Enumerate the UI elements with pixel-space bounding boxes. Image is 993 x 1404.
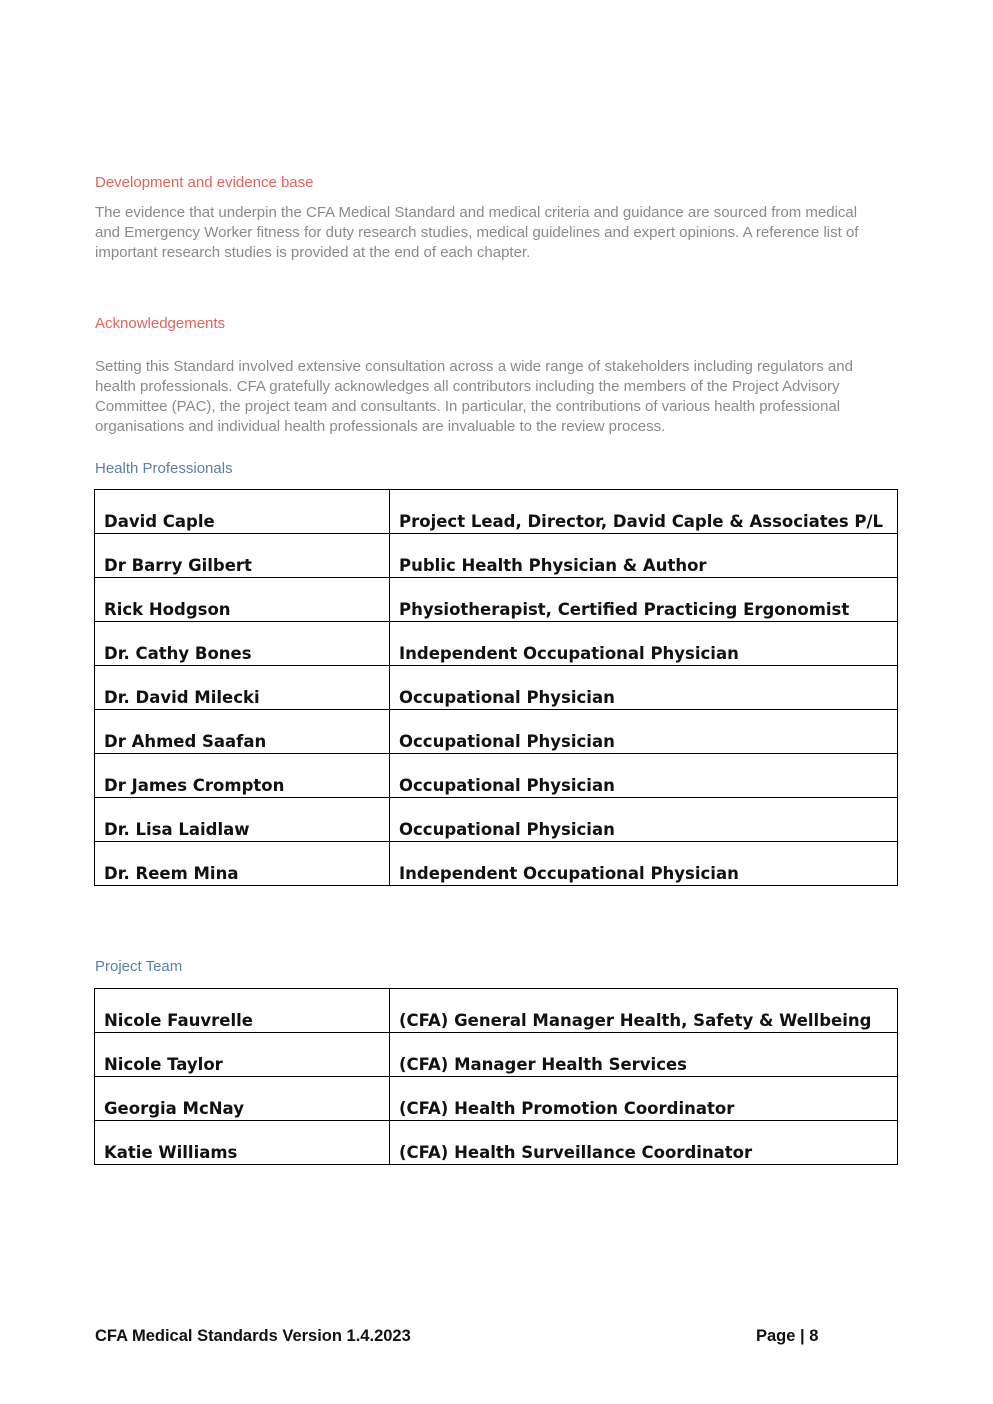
person-name: Dr. Cathy Bones [95,622,390,666]
person-name: Dr Ahmed Saafan [95,710,390,754]
person-role: Occupational Physician [390,666,898,710]
project-team-table [94,988,898,1165]
person-role: Physiotherapist, Certified Practicing Ergonomist [390,578,898,622]
health-professionals-heading: Health Professionals [95,460,233,477]
person-name: Dr. Lisa Laidlaw [95,798,390,842]
person-name: Nicole Fauvrelle [95,989,390,1033]
table-row [95,1077,898,1121]
person-role: (CFA) General Manager Health, Safety & Wellbeing [390,989,898,1033]
development-heading: Development and evidence base [95,174,314,191]
health-professionals-table [94,489,898,886]
person-name: Rick Hodgson [95,578,390,622]
table-row [95,666,898,710]
person-role: (CFA) Health Promotion Coordinator [390,1077,898,1121]
person-role: Project Lead, Director, David Caple & Associates P/L [390,490,898,534]
table-row [95,754,898,798]
table-row [95,1033,898,1077]
person-role: Independent Occupational Physician [390,842,898,886]
person-name: Dr. Reem Mina [95,842,390,886]
person-role: Occupational Physician [390,798,898,842]
person-role: (CFA) Manager Health Services [390,1033,898,1077]
table-row [95,1121,898,1165]
table-row [95,490,898,534]
person-role: (CFA) Health Surveillance Coordinator [390,1121,898,1165]
footer-page-number: Page | 8 [756,1327,819,1345]
table-row [95,578,898,622]
person-name: Dr James Crompton [95,754,390,798]
person-role: Occupational Physician [390,710,898,754]
person-name: Dr. David Milecki [95,666,390,710]
development-body: The evidence that underpin the CFA Medical Standard and medical criteria and guidance are sourced from medical and Emergency Worker fitness for duty research studies, medical guidelines and expert opinions. A reference list of important research studies is provided at the end of each chapter. [95,204,859,261]
person-name: Nicole Taylor [95,1033,390,1077]
person-name: Georgia McNay [95,1077,390,1121]
footer-document-title: CFA Medical Standards Version 1.4.2023 [95,1327,411,1345]
table-row [95,798,898,842]
table-row [95,710,898,754]
table-row [95,534,898,578]
table-row [95,989,898,1033]
table-row [95,842,898,886]
person-name: Dr Barry Gilbert [95,534,390,578]
acknowledgements-body: Setting this Standard involved extensive consultation across a wide range of stakeholders including regulators and health professionals. CFA gratefully acknowledges all contributors including the members of the Project Advisory Committee (PAC), the project team and consultants. In particular, the contributions of various health professional organisations and individual health professionals are invaluable to the review process. [95,358,853,435]
project-team-heading: Project Team [95,958,183,975]
acknowledgements-heading: Acknowledgements [95,315,226,332]
person-name: David Caple [95,490,390,534]
person-role: Occupational Physician [390,754,898,798]
person-role: Public Health Physician & Author [390,534,898,578]
person-name: Katie Williams [95,1121,390,1165]
table-row [95,622,898,666]
person-role: Independent Occupational Physician [390,622,898,666]
